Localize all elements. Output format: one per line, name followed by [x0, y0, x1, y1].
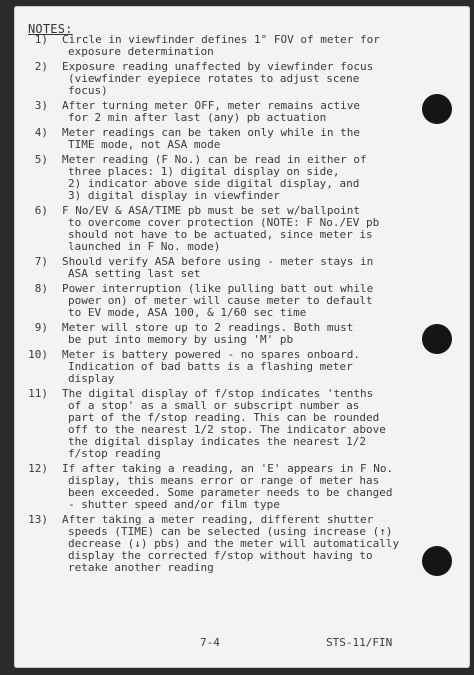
note-number: 3): [34, 99, 48, 112]
note-line: part of the f/stop reading. This can be rounded: [68, 411, 380, 424]
note-line: ASA setting last set: [68, 267, 201, 280]
notes-heading: NOTES:: [28, 22, 73, 36]
note-item: [26, 463, 426, 511]
note-item: [26, 154, 426, 202]
note-line: Exposure reading unaffected by viewfinder focus: [62, 60, 374, 73]
note-number: 10): [28, 348, 48, 361]
note-number: 4): [34, 126, 48, 139]
note-text: [62, 34, 426, 58]
page-number: 7-4: [200, 636, 220, 649]
note-number: 9): [34, 321, 48, 334]
note-item: [26, 283, 426, 319]
note-line: - shutter speed and/or film type: [68, 498, 280, 511]
note-number: 5): [34, 153, 48, 166]
note-number: 13): [28, 513, 48, 526]
checklist-page: [14, 6, 470, 668]
note-line: display, this means error or range of meter has: [68, 474, 380, 487]
note-line: launched in F No. mode): [68, 240, 221, 253]
note-line: retake another reading: [68, 561, 214, 574]
note-line: exposure determination: [68, 45, 214, 58]
note-line: Indication of bad batts is a flashing meter: [68, 360, 353, 373]
note-line: Power interruption (like pulling batt out while: [62, 282, 374, 295]
note-line: Meter readings can be taken only while in the: [62, 126, 361, 139]
note-text: [62, 349, 426, 385]
binder-hole-middle: [422, 324, 452, 354]
note-line: display: [68, 372, 115, 385]
note-text: [62, 514, 426, 574]
note-item: [26, 100, 426, 124]
notes-list: [26, 34, 426, 577]
note-item: [26, 61, 426, 97]
note-text: [62, 283, 426, 319]
note-line: speeds (TIME) can be selected (using increase (↑): [68, 525, 393, 538]
note-text: [62, 100, 426, 124]
note-line: display the corrected f/stop without having to: [68, 549, 373, 562]
note-line: After turning meter OFF, meter remains active: [62, 99, 361, 112]
note-item: [26, 256, 426, 280]
binder-hole-top: [422, 94, 452, 124]
note-line: Meter will store up to 2 readings. Both must: [62, 321, 354, 334]
note-line: (viewfinder eyepiece rotates to adjust scene: [68, 72, 360, 85]
note-item: [26, 205, 426, 253]
note-item: [26, 34, 426, 58]
note-line: for 2 min after last (any) pb actuation: [68, 111, 327, 124]
note-text: [62, 205, 426, 253]
note-number: 2): [34, 60, 48, 73]
note-item: [26, 514, 426, 574]
note-number: 6): [34, 204, 48, 217]
note-text: [62, 154, 426, 202]
note-line: been exceeded. Some parameter needs to be changed: [68, 486, 393, 499]
note-line: to overcome cover protection (NOTE: F No./EV pb: [68, 216, 380, 229]
note-line: of a stop' as a small or subscript number as: [68, 399, 360, 412]
note-line: focus): [68, 84, 108, 97]
note-line: f/stop reading: [68, 447, 161, 460]
note-number: 7): [34, 255, 48, 268]
note-text: [62, 388, 426, 460]
note-text: [62, 61, 426, 97]
note-number: 12): [28, 462, 48, 475]
note-line: the digital display indicates the nearest 1/2: [68, 435, 367, 448]
note-line: decrease (↓) pbs) and the meter will automatically: [68, 537, 400, 550]
note-line: F No/EV & ASA/TIME pb must be set w/ballpoint: [62, 204, 361, 217]
note-line: The digital display of f/stop indicates 'tenths: [62, 387, 374, 400]
note-line: be put into memory by using 'M' pb: [68, 333, 294, 346]
note-line: Meter is battery powered - no spares onboard.: [62, 348, 361, 361]
note-line: TIME mode, not ASA mode: [68, 138, 221, 151]
note-line: power on) of meter will cause meter to default: [68, 294, 373, 307]
note-line: to EV mode, ASA 100, & 1/60 sec time: [68, 306, 307, 319]
note-item: [26, 127, 426, 151]
note-line: Meter reading (F No.) can be read in either of: [62, 153, 367, 166]
document-id: STS-11/FIN: [326, 636, 393, 649]
note-text: [62, 127, 426, 151]
note-line: 2) indicator above side digital display, and: [68, 177, 360, 190]
note-line: 3) digital display in viewfinder: [68, 189, 280, 202]
note-item: [26, 388, 426, 460]
note-number: 1): [34, 33, 48, 46]
binder-hole-bottom: [422, 546, 452, 576]
note-line: three places: 1) digital display on side,: [68, 165, 340, 178]
note-line: should not have to be actuated, since meter is: [68, 228, 373, 241]
note-line: Should verify ASA before using - meter stays in: [62, 255, 374, 268]
note-number: 8): [34, 282, 48, 295]
note-line: Circle in viewfinder defines 1° FOV of meter for: [62, 33, 380, 46]
note-line: If after taking a reading, an 'E' appears in F No.: [62, 462, 394, 475]
note-line: off to the nearest 1/2 stop. The indicator above: [68, 423, 386, 436]
note-text: [62, 256, 426, 280]
note-text: [62, 322, 426, 346]
note-number: 11): [28, 387, 48, 400]
note-item: [26, 322, 426, 346]
note-line: After taking a meter reading, different shutter: [62, 513, 374, 526]
note-text: [62, 463, 426, 511]
note-item: [26, 349, 426, 385]
